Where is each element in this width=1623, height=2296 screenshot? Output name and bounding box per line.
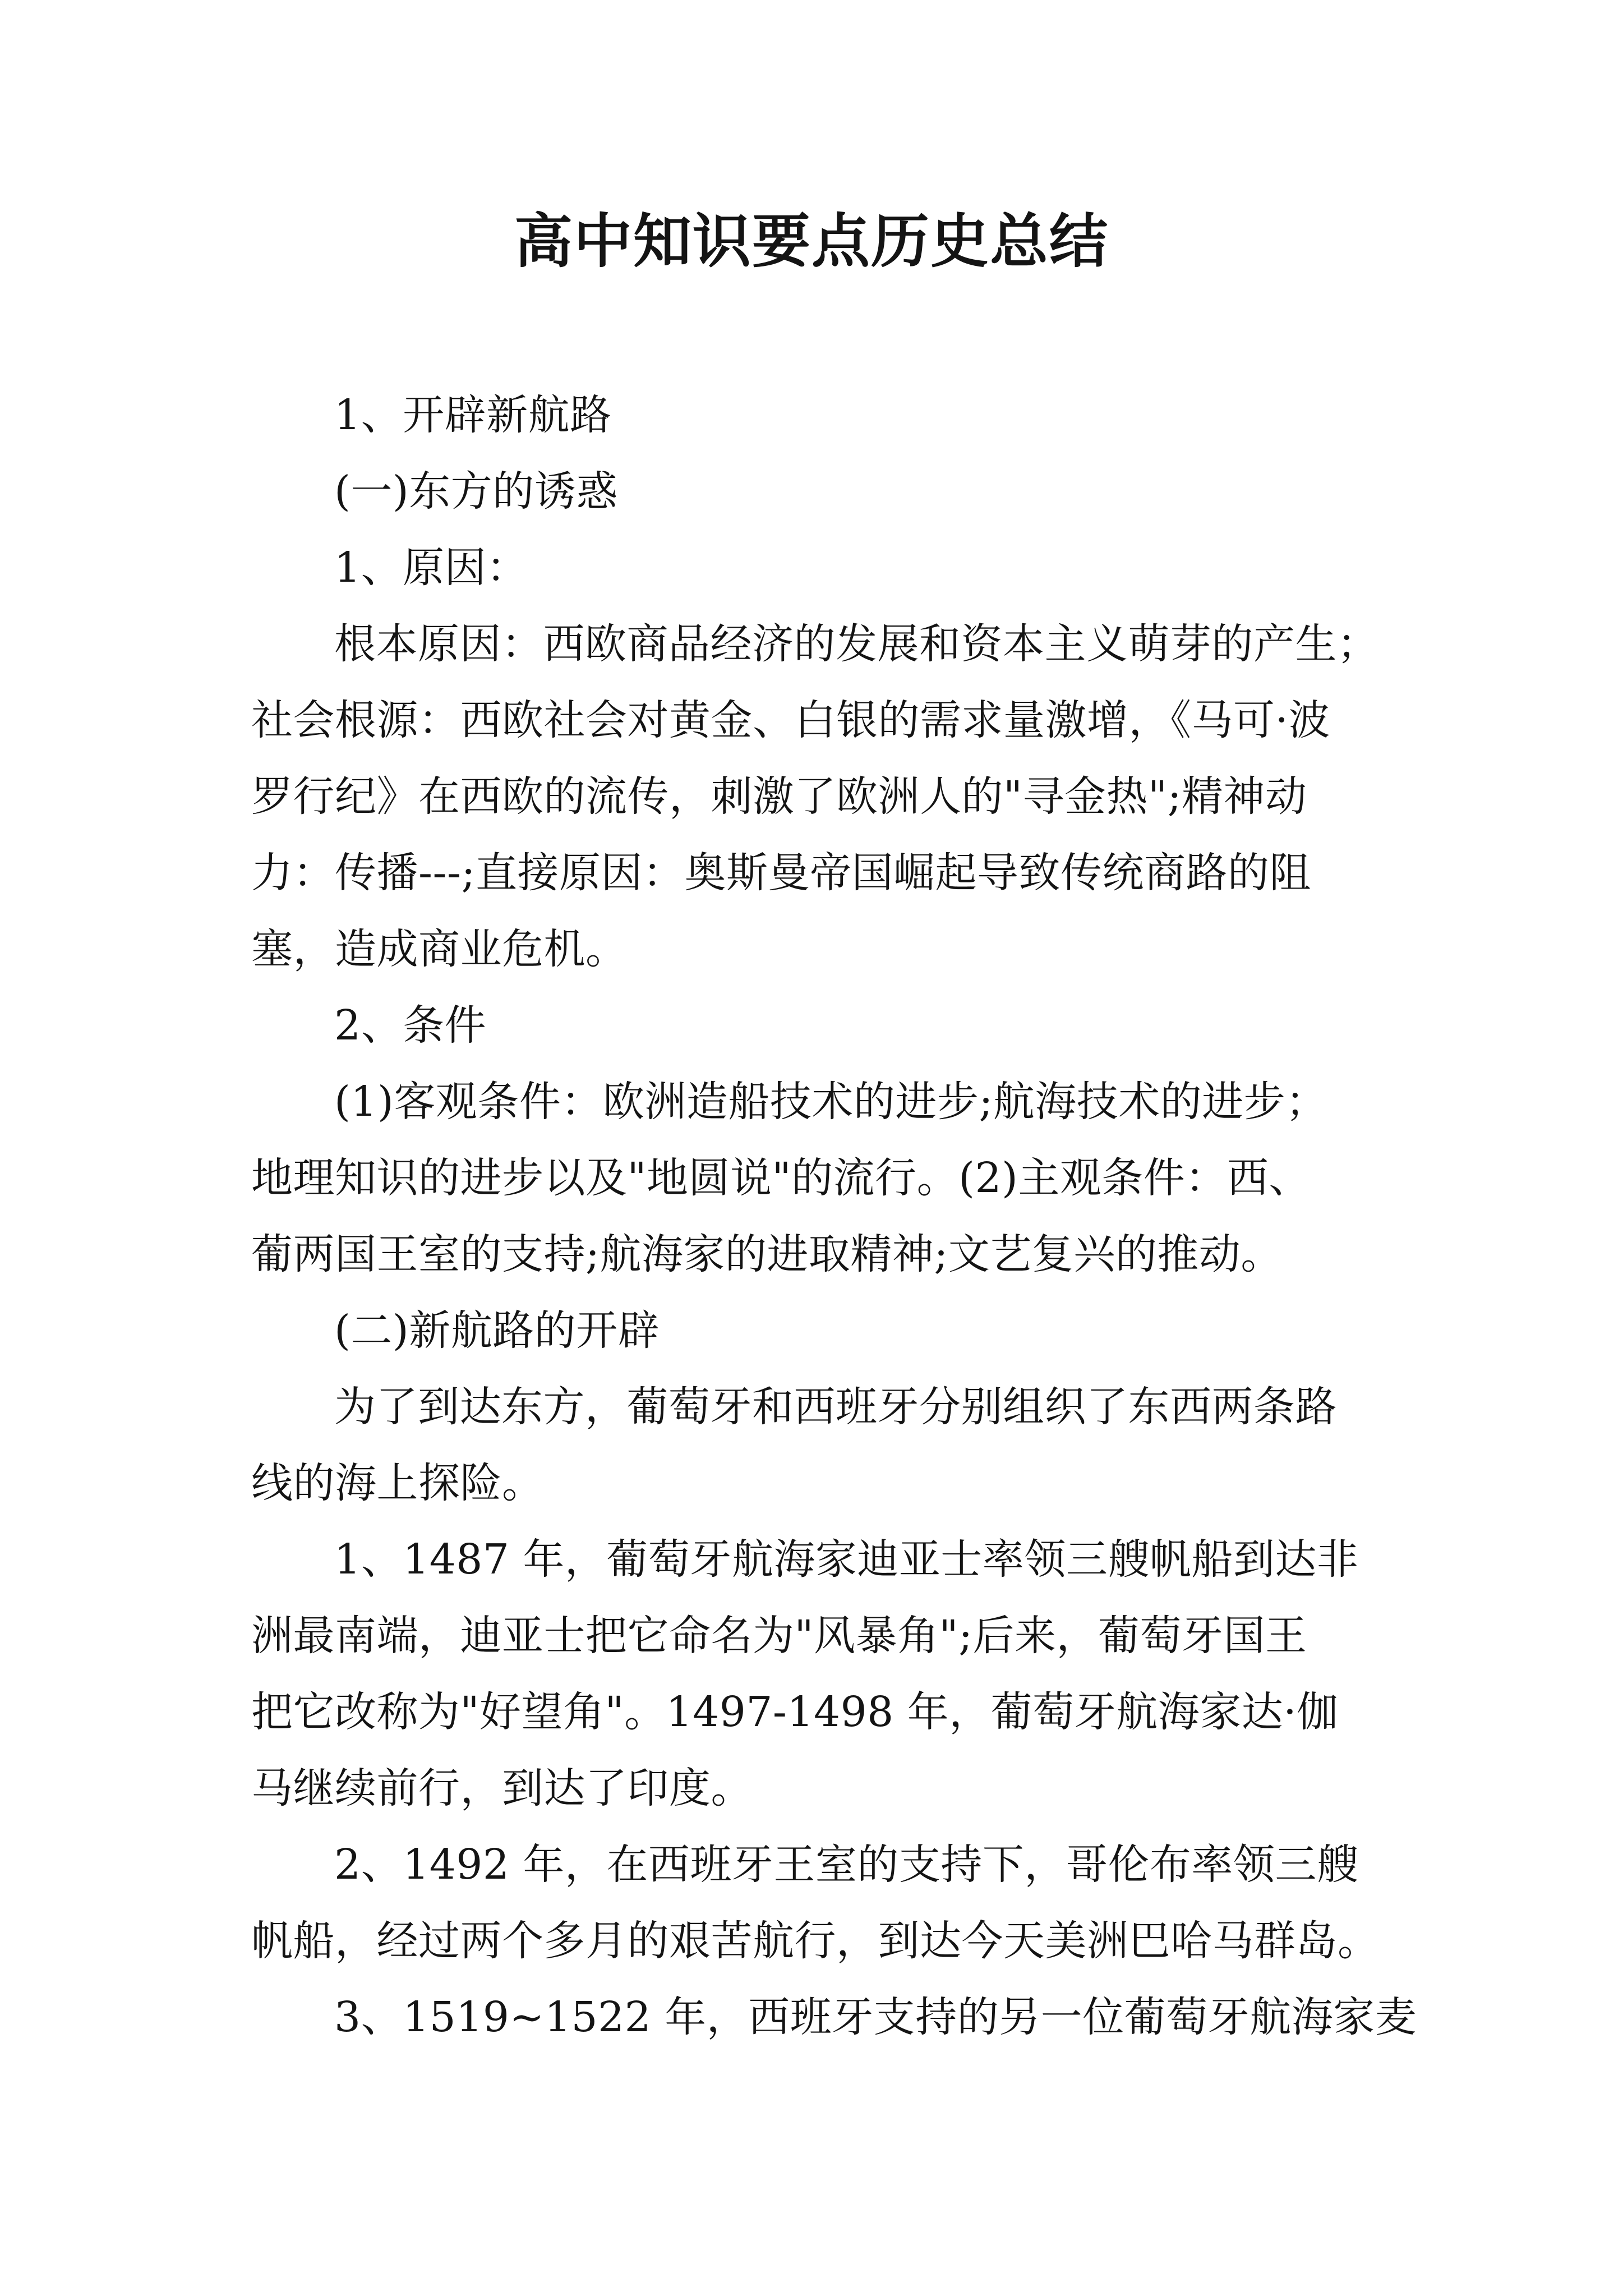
paragraph-line: 社会根源：西欧社会对黄金、白银的需求量激增，《马可·波	[251, 696, 1331, 744]
paragraph-line: 根本原因：西欧商品经济的发展和资本主义萌芽的产生；	[334, 620, 1379, 668]
paragraph-line: 葡两国王室的支持;航海家的进取精神;文艺复兴的推动。	[251, 1230, 1283, 1278]
paragraph-line: 力：传播---;直接原因：奥斯曼帝国崛起导致传统商路的阻	[251, 849, 1311, 897]
paragraph-line: 地理知识的进步以及"地圆说"的流行。(2)主观条件：西、	[251, 1154, 1311, 1202]
paragraph-line: (1)客观条件：欧洲造船技术的进步;航海技术的进步；	[334, 1078, 1327, 1126]
section-heading: 1、开辟新航路	[334, 391, 612, 439]
subsection-heading: (一)东方的诱惑	[334, 467, 618, 516]
paragraph-line: 罗行纪》在西欧的流传，刺激了欧洲人的"寻金热";精神动	[251, 772, 1307, 821]
paragraph-line: 把它改称为"好望角"。1497-1498 年，葡萄牙航海家达·伽	[251, 1688, 1339, 1736]
paragraph-line: 为了到达东方，葡萄牙和西班牙分别组织了东西两条路	[334, 1383, 1337, 1431]
paragraph-line: 塞，造成商业危机。	[251, 925, 628, 973]
paragraph-line: 2、1492 年，在西班牙王室的支持下，哥伦布率领三艘	[334, 1841, 1359, 1889]
document-body	[251, 377, 1417, 2055]
paragraph-line: 洲最南端，迪亚士把它命名为"风暴角";后来，葡萄牙国王	[251, 1612, 1307, 1660]
paragraph-line: 线的海上探险。	[251, 1459, 544, 1507]
item-heading: 2、条件	[334, 1001, 487, 1050]
document-title: 高中知识要点历史总结	[514, 206, 1109, 275]
paragraph-line: 马继续前行，到达了印度。	[251, 1764, 753, 1812]
paragraph-line: 1、1487 年，葡萄牙航海家迪亚士率领三艘帆船到达非	[334, 1535, 1359, 1584]
subsection-heading: (二)新航路的开辟	[334, 1306, 660, 1355]
paragraph-line: 3、1519~1522 年，西班牙支持的另一位葡萄牙航海家麦	[334, 1993, 1417, 2041]
paragraph-line: 帆船，经过两个多月的艰苦航行，到达今天美洲巴哈马群岛。	[251, 1917, 1380, 1965]
item-heading: 1、原因：	[334, 544, 528, 592]
